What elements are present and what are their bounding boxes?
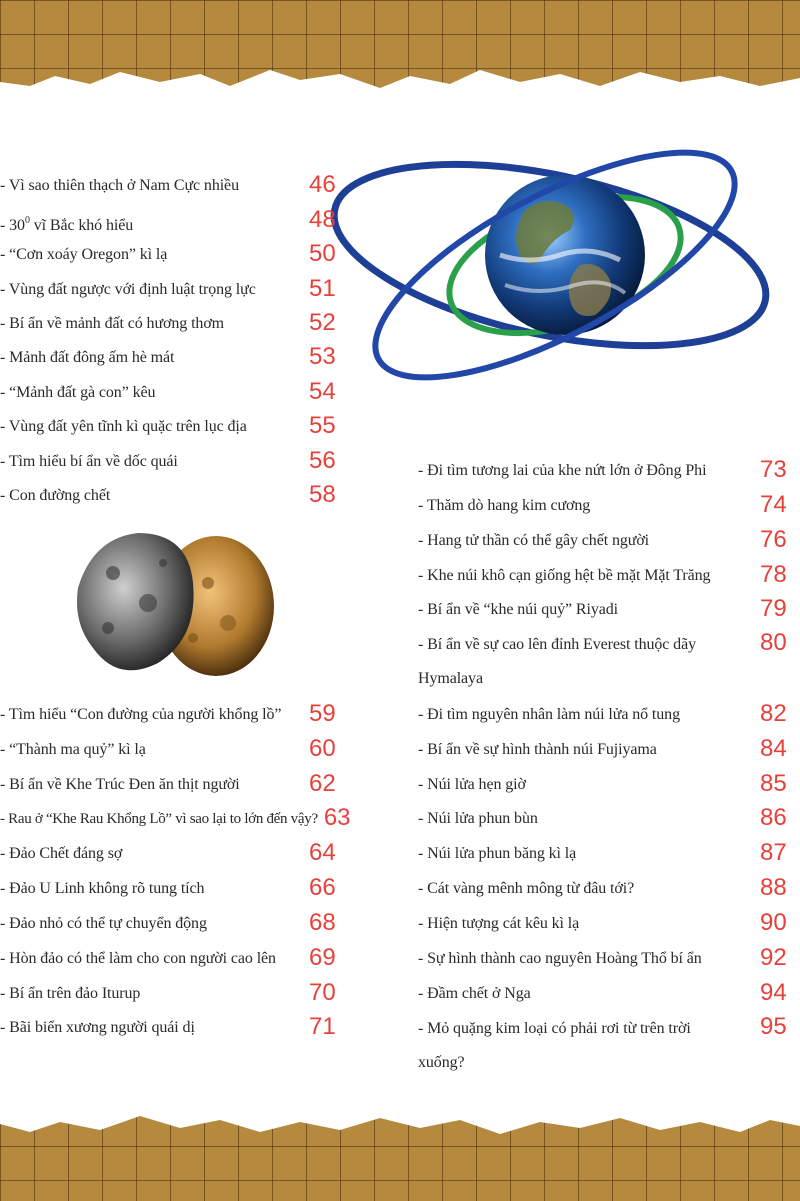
toc-entry[interactable] (418, 594, 800, 624)
toc-entry-title: - Tìm hiểu “Con đường của người khổng lồ” (0, 706, 282, 723)
toc-entry-page: 74 (760, 491, 787, 518)
toc-entry-page: 94 (760, 979, 787, 1006)
toc-entry-title: - Núi lửa phun bùn (418, 810, 538, 827)
toc-entry[interactable] (0, 1012, 345, 1042)
toc-entry-title: - Hiện tượng cát kêu kì lạ (418, 915, 580, 932)
toc-entry[interactable] (418, 769, 800, 799)
toc-entry-title: - Núi lửa phun băng kì lạ (418, 845, 577, 862)
toc-entry-page: 68 (309, 909, 336, 936)
toc-entry[interactable] (0, 411, 345, 441)
toc-entry-title: - Đảo Chết đáng sợ (0, 845, 123, 862)
toc-entry[interactable] (0, 769, 345, 799)
toc-entry[interactable] (0, 377, 345, 407)
toc-entry-page: 46 (309, 171, 336, 198)
toc-entry-title: - Bãi biển xương người quái dị (0, 1019, 195, 1036)
toc-entry-title: - Sự hình thành cao nguyên Hoàng Thổ bí ẩn (418, 950, 702, 967)
toc-entry-title: - Bí ẩn về Khe Trúc Đen ăn thịt người (0, 776, 240, 793)
toc-entry-page: 52 (309, 309, 336, 336)
toc-entry[interactable] (418, 560, 800, 590)
earth-orbit-illustration (325, 115, 795, 415)
toc-entry-page: 92 (760, 944, 787, 971)
toc-entry-page: 55 (309, 412, 336, 439)
toc-entry-title: - “Thành ma quỷ” kì lạ (0, 741, 146, 758)
toc-entry-page: 85 (760, 770, 787, 797)
toc-entry-page: 60 (309, 735, 336, 762)
toc-entry-title: - Đi tìm nguyên nhân làm núi lửa nổ tung (418, 706, 680, 723)
toc-entry-title: - Hang tử thần có thể gây chết người (418, 532, 650, 549)
toc-entry-title: - Bí ẩn về “khe núi quỷ” Riyadi (418, 601, 618, 618)
toc-entry-title: - Mỏ quặng kim loại có phải rơi từ trên trời xuống? (418, 1020, 691, 1071)
toc-entry[interactable] (418, 908, 800, 938)
toc-entry[interactable] (418, 734, 800, 764)
toc-entry[interactable] (418, 455, 800, 485)
toc-entry-page: 86 (760, 804, 787, 831)
toc-entry-title: - Đảo U Linh không rõ tung tích (0, 880, 205, 897)
toc-entry-page: 58 (309, 481, 336, 508)
toc-entry[interactable] (0, 803, 351, 833)
toc-entry-title: - Đảo nhỏ có thể tự chuyển động (0, 915, 207, 932)
toc-entry-page: 88 (760, 874, 787, 901)
toc-entry[interactable] (418, 490, 800, 520)
toc-entry-page: 90 (760, 909, 787, 936)
toc-entry-page: 95 (760, 1013, 787, 1040)
asteroids-illustration (68, 528, 278, 688)
toc-entry-page: 54 (309, 378, 336, 405)
toc-entry-page: 59 (309, 700, 336, 727)
toc-entry-page: 87 (760, 839, 787, 866)
toc-entry[interactable] (0, 734, 345, 764)
toc-entry[interactable] (418, 838, 800, 868)
bottom-grid-banner (0, 1112, 800, 1201)
superscript-degree: 0 (24, 215, 30, 226)
toc-entry[interactable] (418, 873, 800, 903)
toc-entry-title: - $30^0$ vĩ Bắc khó hiểu (0, 215, 134, 234)
toc-entry-title: - Mảnh đất đông ấm hè mát (0, 349, 175, 366)
toc-entry-page: 51 (309, 275, 336, 302)
toc-entry[interactable] (418, 803, 800, 833)
toc-entry-page: 48 (309, 206, 336, 233)
toc-entry[interactable] (418, 525, 800, 555)
toc-entry[interactable] (0, 480, 345, 510)
toc-entry-title: - Tìm hiểu bí ẩn về dốc quái (0, 453, 178, 470)
toc-entry-page: 66 (309, 874, 336, 901)
toc-entry-title: - Thăm dò hang kim cương (418, 497, 591, 514)
toc-entry-title: - Bí ẩn về mảnh đất có hương thơm (0, 315, 225, 332)
toc-entry-title: - Bí ẩn về sự cao lên đỉnh Everest thuộc dãy Hymalaya (418, 636, 696, 687)
toc-entry[interactable] (0, 170, 345, 200)
toc-entry-page: 53 (309, 343, 336, 370)
toc-entry-page: 50 (309, 240, 336, 267)
toc-entry-page: 73 (760, 456, 787, 483)
toc-entry[interactable] (418, 978, 800, 1008)
top-grid-banner (0, 0, 800, 96)
toc-entry-title: - “Mảnh đất gà con” kêu (0, 384, 156, 401)
toc-entry-title: - “Cơn xoáy Oregon” kì lạ (0, 246, 168, 263)
toc-entry-page: 82 (760, 700, 787, 727)
toc-entry[interactable] (0, 239, 345, 269)
toc-entry-title: - Đầm chết ở Nga (418, 985, 531, 1002)
toc-entry-page: 84 (760, 735, 787, 762)
toc-entry[interactable] (418, 1012, 800, 1080)
toc-entry[interactable] (0, 908, 345, 938)
toc-entry[interactable] (0, 943, 345, 973)
toc-entry-title: - Bí ẩn trên đảo Iturup (0, 985, 141, 1002)
toc-entry[interactable] (0, 873, 345, 903)
toc-entry-title: - Đi tìm tương lai của khe nứt lớn ở Đông Phi (418, 462, 707, 479)
toc-entry-page: 70 (309, 979, 336, 1006)
toc-entry[interactable] (0, 342, 345, 372)
toc-entry[interactable] (0, 699, 345, 729)
toc-entry-page: 71 (309, 1013, 336, 1040)
torn-paper-edge (0, 1110, 800, 1144)
toc-entry-title: - Con đường chết (0, 487, 111, 504)
toc-entry[interactable] (418, 699, 800, 729)
toc-entry-page: 63 (323, 804, 351, 831)
toc-entry-page: 78 (760, 561, 787, 588)
toc-entry-title: - Vùng đất ngược với định luật trọng lực (0, 281, 256, 298)
toc-entry-page: 79 (760, 595, 787, 622)
toc-entry-page: 64 (309, 839, 336, 866)
toc-entry-title: - Rau ở “Khe Rau Khổng Lồ” vì sao lại to lớn đến vậy? (0, 811, 318, 827)
toc-entry[interactable] (0, 308, 345, 338)
toc-entry[interactable] (418, 943, 800, 973)
toc-entry-page: 56 (309, 447, 336, 474)
toc-entry-title: - Khe núi khô cạn giống hệt bề mặt Mặt Trăng (418, 567, 711, 584)
toc-entry[interactable] (0, 978, 345, 1008)
toc-entry[interactable] (0, 838, 345, 868)
toc-entry[interactable] (0, 446, 345, 476)
toc-entry[interactable] (0, 205, 345, 238)
toc-entry-page: 69 (309, 944, 336, 971)
toc-entry-page: 80 (760, 629, 787, 656)
toc-entry-title: - Vì sao thiên thạch ở Nam Cực nhiều (0, 177, 239, 194)
toc-entry-title: - Bí ẩn về sự hình thành núi Fujiyama (418, 741, 657, 758)
toc-entry[interactable] (418, 628, 800, 696)
toc-entry-title: - Hòn đảo có thể làm cho con người cao lên (0, 950, 276, 967)
toc-entry-title: - Núi lửa hẹn giờ (418, 776, 526, 793)
toc-entry-title: - Vùng đất yên tĩnh kì quặc trên lục địa (0, 418, 247, 435)
toc-entry-page: 62 (309, 770, 336, 797)
torn-paper-edge (0, 64, 800, 98)
toc-entry-page: 76 (760, 526, 787, 553)
toc-entry[interactable] (0, 274, 345, 304)
toc-entry-title: - Cát vàng mênh mông từ đâu tới? (418, 880, 635, 897)
